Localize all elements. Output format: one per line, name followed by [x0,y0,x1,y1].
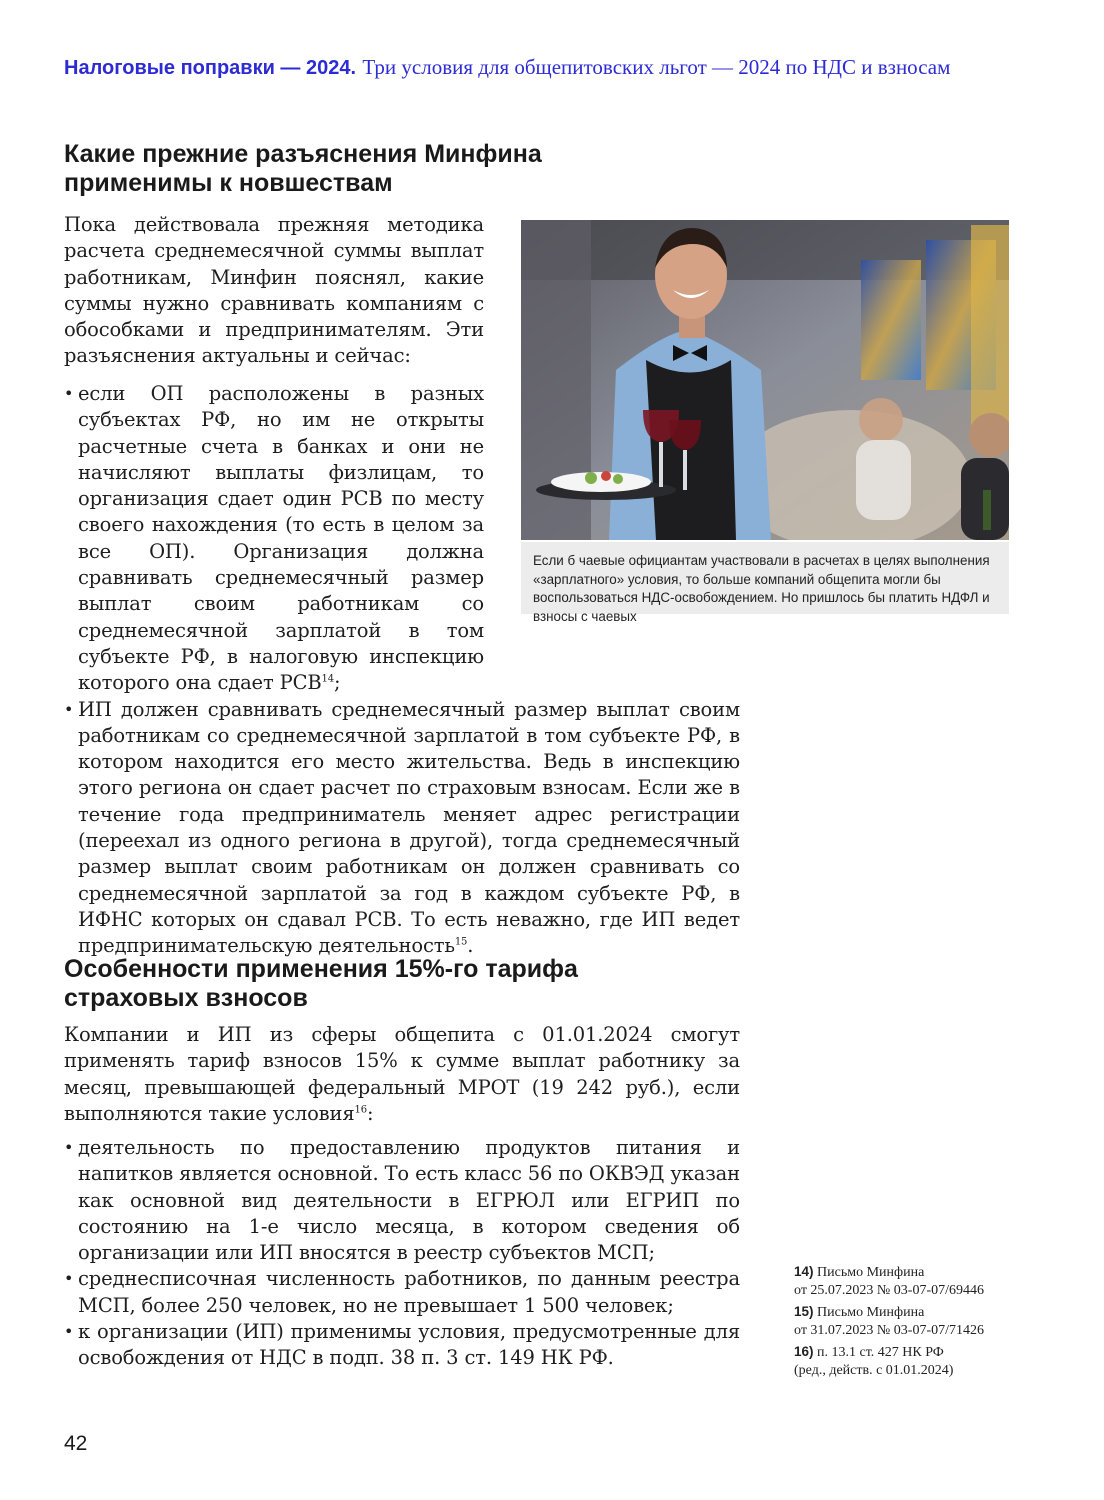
footnote-ref-14[interactable]: 14 [321,673,334,685]
heading-line: страховых взносов [64,984,308,1012]
footnote-ref-15[interactable]: 15 [454,936,468,948]
list-item: • если ОП расположены в разных субъектах РФ, но им не открыты расчетные счета в банках и они не начисляют выплаты физлицам, то организация сдает один РСВ по месту своего нахождения (то есть в целом за все ОП). Организация должна сравнивать среднемесячный размер выплат своим работникам со среднемесячной зарплатой в том субъекте РФ, в налоговую инспекцию которого она сдает РСВ$^{14}$; [64,381,484,697]
series-title: Налоговые поправки — 2024. [64,57,357,79]
page-number: 42 [64,1432,88,1455]
footnote-ref-16[interactable]: 16 [354,1104,367,1116]
list-item: • ИП должен сравнивать среднемесячный размер выплат своим работникам со среднемесячной зарплатой в том субъекте РФ, в котором находится его место жительства. Ведь в инспекцию этого региона он сдает расчет по страховым взносам. Если же в течение года предприниматель меняет адрес регистрации (переехал из одного региона в другой), тогда среднемесячный размер выплат своим работникам он должен сравнивать со среднемесячной зарплатой за год в каждом субъекте РФ, в ИФНС которых он сдавал РСВ. То есть неважно, где ИП ведет предпринимательскую деятельность$^{15}$. [64,697,740,960]
heading-line: применимы к новшествам [64,169,393,197]
section-heading-tariff [64,955,744,1013]
heading-line: Особенности применения 15%-го тарифа [64,955,578,983]
list-item: • к организации (ИП) применимы условия, предусмотренные для освобождения от НДС в подп. 38 п. 3 ст. 149 НК РФ. [64,1319,740,1372]
list-item: • деятельность по предоставлению продуктов питания и напитков является основной. То есть класс 56 по ОКВЭД указан как основной вид деятельности в ЕГРЮЛ или ЕГРИП по состоянию на 1-е число месяца, в котором сведения об организации или ИП вносятся в реестр субъектов МСП; [64,1135,740,1266]
footnote-15: 15) Письмо Минфина от 31.07.2023 № 03-07-07/71426 [794,1304,985,1338]
tariff-paragraph: Компании и ИП из сферы общепита с 01.01.2024 смогут применять тариф взносов 15% к сумме выплат работнику за месяц, превышающей федеральный МРОТ (19 242 руб.), если выполняются такие условия$^{16}$: [64,1023,740,1125]
list-item: • среднесписочная численность работников, по данным реестра МСП, более 250 человек, но не превышает 1 500 человек; [64,1266,740,1319]
intro-paragraph: Пока действовала прежняя методика расчета среднемесячной суммы выплат работникам, Минфин пояснял, какие суммы нужно сравнивать компаниям с обособками и предпринимателям. Эти разъяснения актуальны и сейчас: [64,213,484,368]
article-topic: Три условия для общепитовских льгот — 2024 по НДС и взносам [362,55,951,79]
waiter-photo [521,220,1009,540]
waiter-illustration [521,220,1009,540]
running-head [64,52,1054,83]
footnote-16: 16) п. 13.1 ст. 427 НК РФ (ред., действ. с 01.01.2024) [794,1344,954,1378]
photo-caption: Если б чаевые официантам участвовали в расчетах в целях выполнения «зарплатного» условия, то больше компаний общепита могли бы воспользоваться НДС-освобождением. Но пришлось бы платить НДФЛ и взносы с чаевых [521,542,1009,614]
heading-line: Какие прежние разъяснения Минфина [64,140,542,168]
footnotes [794,1263,1034,1383]
section-heading-minfin [64,140,744,198]
footnote-14: 14) Письмо Минфина от 25.07.2023 № 03-07-07/69446 [794,1264,985,1298]
tariff-conditions-list [64,1135,740,1372]
list-item-text: ИП должен сравнивать среднемесячный размер выплат своим работникам со среднемесячной зарплатой в том субъекте РФ, в котором находится его место жительства. Ведь в инспекцию этого региона он сдает расчет по страховым взносам. Если же в течение года предприниматель меняет адрес регистрации (переехал из одного региона в другой), тогда среднемесячный размер выплат своим работникам он должен сравнивать со среднемесячной зарплатой за год в каждом субъекте РФ, в ИФНС которых он сдавал РСВ. То есть неважно, где ИП ведет предпринимательскую деятельность [78,697,740,958]
list-item-text: если ОП расположены в разных субъектах РФ, но им не открыты расчетные счета в банках и они не начисляют выплаты физлицам, то организация сдает один РСВ по месту своего нахождения (то есть в целом за все ОП). Организация должна сравнивать среднемесячный размер выплат своим работникам со среднемесячной зарплатой в том субъекте РФ, в налоговую инспекцию которого она сдает РСВ [78,382,484,695]
